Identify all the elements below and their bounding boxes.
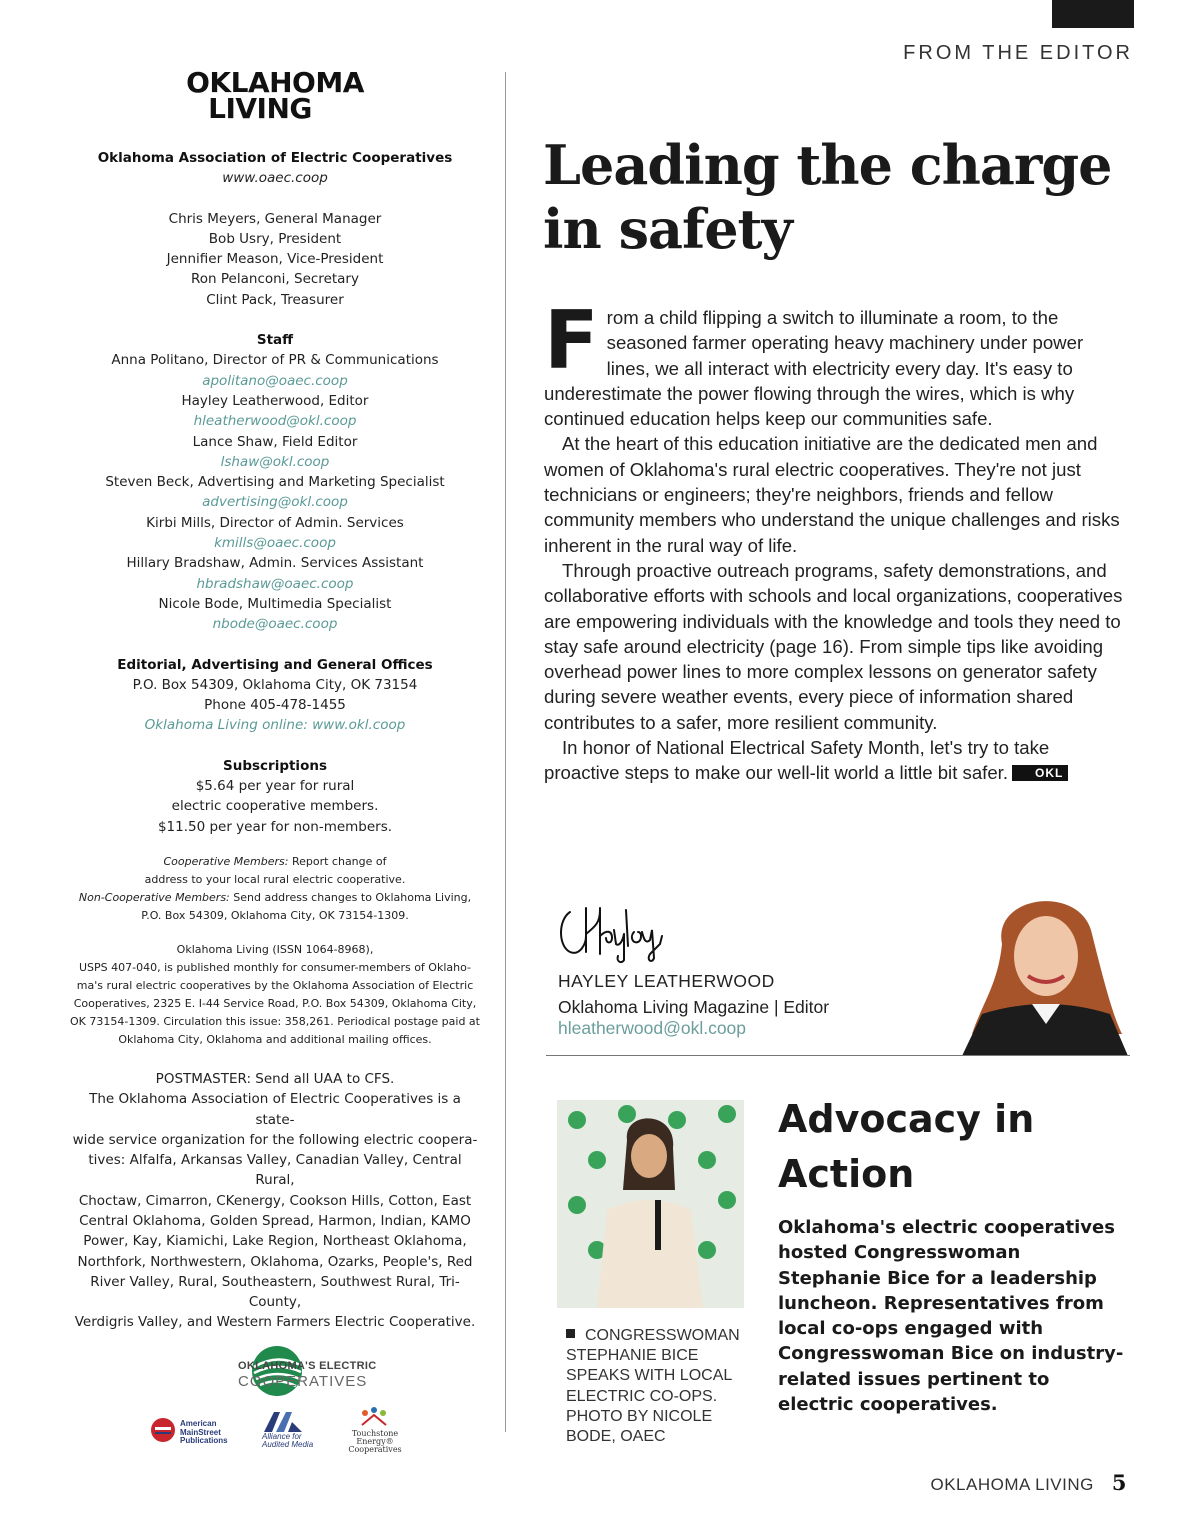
coop-logo-line-2: COOPERATIVES <box>238 1373 368 1390</box>
masthead-column <box>70 60 480 1333</box>
paragraph-text: In honor of National Electrical Safety Month, let's try to take proactive steps to make our well-lit world a little bit safer. <box>544 737 1050 784</box>
subhead-line: Action <box>778 1152 915 1196</box>
caption-bullet-icon <box>566 1329 575 1338</box>
postmaster-line: The Oklahoma Association of Electric Cooperatives is a state- <box>89 1091 461 1128</box>
section-label: FROM THE EDITOR <box>903 42 1133 64</box>
staff-email[interactable]: hbradshaw@oaec.coop <box>196 575 354 592</box>
article-headline <box>543 133 1143 261</box>
officer: Bob Usry, President <box>208 230 342 247</box>
staff-list <box>70 350 480 634</box>
aam-logo-text <box>262 1433 313 1449</box>
postmaster-line: River Valley, Rural, Southeastern, Southwest Rural, Tri-County, <box>90 1273 460 1311</box>
address-change-note <box>70 853 480 925</box>
column-divider <box>505 72 506 1432</box>
headline-line: in safety <box>543 197 792 261</box>
staff-name: Nicole Bode, Multimedia Specialist <box>158 595 392 612</box>
staff-email[interactable]: advertising@okl.coop <box>202 494 348 511</box>
paragraph-text: At the heart of this education initiative are the dedicated men and women of Oklahoma's rural electric cooperatives. They're not just technicians or engineers; they're neighbors, friends and fellow community members who understand the unique challenges and risks inherent in the rural way of life. <box>544 433 1120 556</box>
staff-heading: Staff <box>256 332 294 349</box>
staff-email[interactable]: hleatherwood@okl.coop <box>193 413 357 430</box>
end-mark-badge: OKL <box>1012 765 1068 781</box>
issn-line: OK 73154-1309. Circulation this issue: 358,261. Periodical postage paid at <box>70 1014 480 1028</box>
staff-name: Steven Beck, Advertising and Marketing Specialist <box>105 474 445 491</box>
te-line: Touchstone Energy® <box>351 1429 399 1446</box>
article-paragraph <box>544 294 1124 431</box>
amp-line: Publications <box>180 1436 228 1445</box>
postmaster-line: wide service organization for the following electric coopera- <box>72 1131 478 1148</box>
author-name: HAYLEY LEATHERWOOD <box>558 971 775 991</box>
staff-email[interactable]: apolitano@oaec.coop <box>202 372 348 389</box>
coop-logo-text <box>238 1360 376 1390</box>
officers-list <box>70 209 480 310</box>
postmaster-statement <box>70 1069 480 1333</box>
article-body <box>544 294 1124 786</box>
congresswoman-event-photo <box>557 1100 744 1308</box>
issn-line: Oklahoma Living (ISSN 1064-8968), <box>176 942 374 956</box>
amp-logo-text <box>180 1420 228 1446</box>
paragraph-text: rom a child flipping a switch to illuminate a room, to the seasoned farmer operating heavy machinery under power lines, we all interact with electricity every day. It's easy to underestimate the power flowing through the wires, which is why continued education helps keep our communities safe. <box>544 307 1084 430</box>
oklahoma-living-logo <box>70 66 480 125</box>
subscriptions-line: electric cooperative members. <box>171 798 379 815</box>
subscriptions-line: $11.50 per year for non-members. <box>157 818 393 835</box>
staff-name: Lance Shaw, Field Editor <box>192 433 358 450</box>
staff-name: Hillary Bradshaw, Admin. Services Assistant <box>126 555 424 572</box>
org-url[interactable]: www.oaec.coop <box>222 170 328 187</box>
officer: Clint Pack, Treasurer <box>206 291 344 308</box>
editor-portrait <box>962 884 1128 1056</box>
article-paragraph <box>544 558 1124 735</box>
handwritten-signature <box>556 900 756 964</box>
te-line: Cooperatives <box>348 1445 402 1454</box>
noncoop-members-text: Send address changes to Oklahoma Living, <box>229 890 472 904</box>
article-paragraph <box>544 735 1124 786</box>
issn-line: ma's rural electric cooperatives by the Oklahoma Association of Electric <box>76 978 474 992</box>
offices-phone: Phone 405-478-1455 <box>204 697 346 714</box>
subhead-line: Advocacy in <box>778 1097 1035 1141</box>
officer: Chris Meyers, General Manager <box>168 210 382 227</box>
offices-address: P.O. Box 54309, Oklahoma City, OK 73154 <box>132 676 418 693</box>
issn-line: Oklahoma City, Oklahoma and additional mailing offices. <box>118 1032 432 1046</box>
postmaster-line: Choctaw, Cimarron, CKenergy, Cookson Hills, Cotton, East <box>78 1192 472 1209</box>
page-footer <box>930 1470 1127 1495</box>
offices-online-link[interactable]: Oklahoma Living online: www.okl.coop <box>144 717 406 734</box>
touchstone-energy-logo <box>357 1405 391 1429</box>
issn-statement <box>70 941 480 1049</box>
staff-name: Anna Politano, Director of PR & Communications <box>111 352 439 369</box>
logo-line-2: LIVING <box>208 92 312 125</box>
staff-name: Kirbi Mills, Director of Admin. Services <box>146 514 404 531</box>
american-mainstreet-publications-logo <box>150 1417 176 1443</box>
footer-publication: OKLAHOMA LIVING <box>930 1475 1094 1494</box>
paragraph-text: Through proactive outreach programs, safety demonstrations, and collaborative efforts with schools and local organizations, cooperatives are empowering individuals with the knowledge and tools they need to stay safe around electricity (page 16). From simple tips like avoiding overhead power lines to more complex lessons on generator safety during severe weather events, every piece of information shared contributes to a safer, more resilient community. <box>544 559 1123 733</box>
postmaster-line: POSTMASTER: Send all UAA to CFS. <box>155 1070 395 1087</box>
coop-logo-line-1: OKLAHOMA'S ELECTRIC <box>238 1360 377 1372</box>
article-paragraph <box>544 431 1124 557</box>
subscriptions-heading: Subscriptions <box>223 757 327 774</box>
page-number: 5 <box>1111 1470 1127 1495</box>
corner-tab <box>1052 0 1134 28</box>
officer: Jennifier Meason, Vice-President <box>166 251 384 268</box>
coop-members-text-2: address to your local rural electric cooperative. <box>144 872 406 886</box>
headline-line: Leading the charge <box>543 133 1112 197</box>
amp-line: American <box>180 1419 217 1428</box>
photo-caption <box>566 1326 756 1447</box>
officer: Ron Pelanconi, Secretary <box>191 271 359 288</box>
amp-line: MainStreet <box>180 1427 221 1437</box>
noncoop-members-text-2: P.O. Box 54309, Oklahoma City, OK 73154-1309. <box>141 908 409 922</box>
coop-members-text: Report change of <box>288 854 387 868</box>
noncoop-members-label: Non-Cooperative Members: <box>78 890 230 904</box>
touchstone-logo-text <box>340 1430 410 1454</box>
staff-email[interactable]: lshaw@okl.coop <box>220 453 330 470</box>
issn-line: Cooperatives, 2325 E. I-44 Service Road, P.O. Box 54309, Oklahoma City, <box>73 996 477 1010</box>
author-title: Oklahoma Living Magazine | Editor <box>558 997 830 1017</box>
postmaster-line: Verdigris Valley, and Western Farmers Electric Cooperative. <box>74 1314 476 1331</box>
postmaster-line: tives: Alfalfa, Arkansas Valley, Canadian Valley, Central Rural, <box>88 1152 462 1189</box>
coop-members-label: Cooperative Members: <box>163 854 289 868</box>
postmaster-line: Power, Kay, Kiamichi, Lake Region, Northeast Oklahoma, <box>83 1233 467 1250</box>
postmaster-line: Northfork, Northwestern, Oklahoma, Ozarks, People's, Red <box>77 1253 473 1270</box>
org-name: Oklahoma Association of Electric Cooperatives <box>97 150 453 166</box>
aam-line: Alliance for <box>262 1432 302 1441</box>
postmaster-line: Central Oklahoma, Golden Spread, Harmon, Indian, KAMO <box>79 1212 471 1229</box>
staff-email[interactable]: nbode@oaec.coop <box>212 616 338 633</box>
caption-text: CONGRESSWOMAN STEPHANIE BICE SPEAKS WITH LOCAL ELECTRIC CO-OPS. PHOTO BY NICOLE BODE, OAEC <box>566 1327 740 1446</box>
issn-line: USPS 407-040, is published monthly for consumer-members of Oklaho- <box>79 960 471 974</box>
aam-line: Audited Media <box>262 1440 314 1449</box>
subscriptions-line: $5.64 per year for rural <box>195 778 355 795</box>
advocacy-body: Oklahoma's electric cooperatives hosted Congresswoman Stephanie Bice for a leadership luncheon. Representatives from local co-ops engaged with Congresswoman Bice on industry-related issues pertinent to electric cooperatives. <box>778 1217 1124 1416</box>
staff-email[interactable]: kmills@oaec.coop <box>214 535 336 552</box>
logo-line-1: OKLAHOMA <box>186 66 364 99</box>
staff-name: Hayley Leatherwood, Editor <box>181 392 369 409</box>
advocacy-headline <box>778 1092 1098 1202</box>
signature-rule <box>546 1055 1130 1056</box>
drop-cap: F <box>544 294 599 387</box>
offices-heading: Editorial, Advertising and General Offices <box>117 656 433 673</box>
author-email[interactable]: hleatherwood@okl.coop <box>558 1018 747 1038</box>
alliance-audited-media-logo <box>262 1410 306 1434</box>
